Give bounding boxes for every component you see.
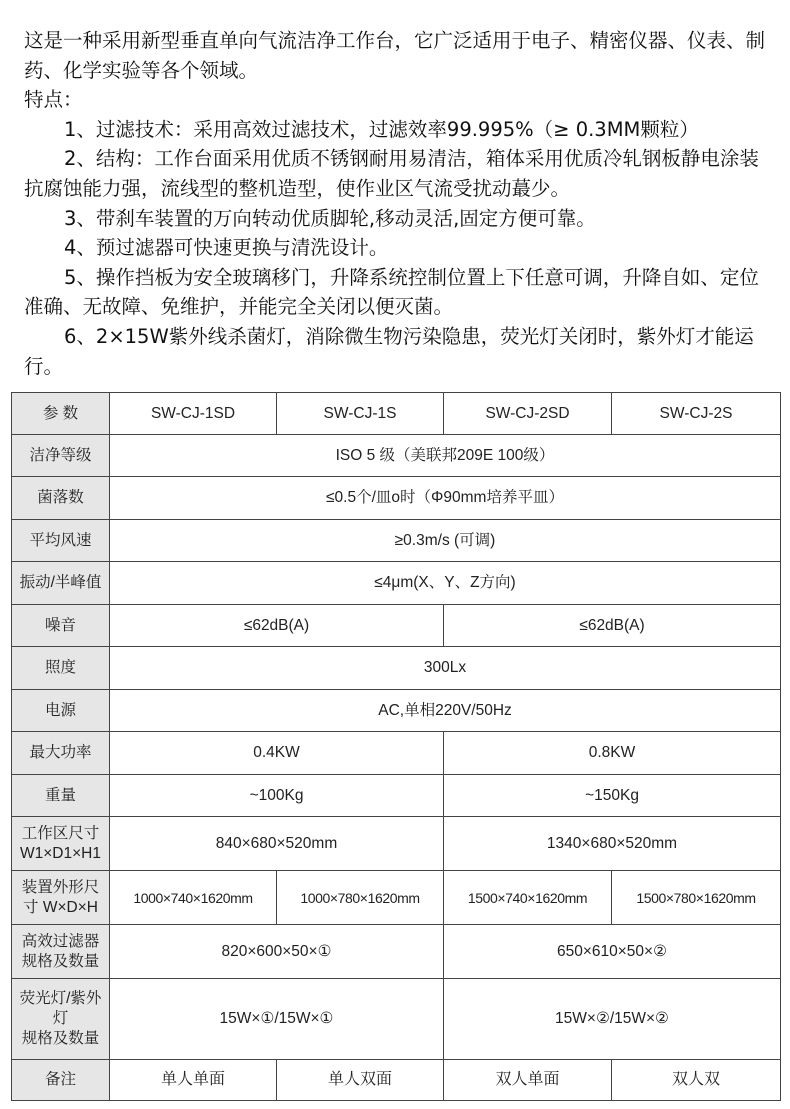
spec-table [11,392,781,1101]
row-label [12,979,110,1060]
cell-value: 1500×740×1620mm [444,871,612,925]
model-name: SW-CJ-1SD [110,393,277,435]
table-row [12,647,781,690]
row-label-line: 荧光灯/紫外 [19,990,102,1007]
row-label-line: 规格及数量 [21,1030,100,1047]
row-label-line: 高效过滤器 [21,932,100,950]
row-label: 振动/半峰值 [12,562,110,605]
model-name: SW-CJ-1S [277,393,444,435]
row-label [12,871,110,925]
cell-value: ≤62dB(A) [444,605,781,647]
cell-value: ≤4μm(X、Y、Z方向) [110,562,781,605]
row-label-line: 灯 [52,1010,69,1027]
row-label: 菌落数 [12,477,110,520]
table-row [12,871,781,925]
row-label: 电源 [12,690,110,732]
cell-value: 单人单面 [110,1060,277,1101]
intro-text [24,26,772,381]
row-label-line: 寸 W×D×H [23,898,98,916]
cell-value: 0.4KW [110,732,444,775]
table-row [12,775,781,817]
cell-value: 300Lx [110,647,781,690]
table-row [12,732,781,775]
table-row [12,477,781,520]
table-row [12,925,781,979]
model-name: SW-CJ-2S [612,393,781,435]
cell-value: ~100Kg [110,775,444,817]
table-row [12,979,781,1060]
cell-value: 650×610×50×② [444,925,781,979]
cell-value: ≥0.3m/s (可调) [110,520,781,562]
model-name: SW-CJ-2SD [444,393,612,435]
row-label [12,925,110,979]
table-row [12,520,781,562]
row-label: 照度 [12,647,110,690]
row-label: 备注 [12,1060,110,1101]
cell-value: 840×680×520mm [110,817,444,871]
table-row [12,435,781,477]
cell-value: 1000×780×1620mm [277,871,444,925]
cell-value: 0.8KW [444,732,781,775]
feature-item: 5、操作挡板为安全玻璃移门，升降系统控制位置上下任意可调，升降自如、定位准确、无故障、免维护，并能完全关闭以便灭菌。 [24,265,759,319]
row-label: 最大功率 [12,732,110,775]
features-title: 特点： [24,88,83,112]
feature-item: 4、预过滤器可快速更换与清洗设计。 [64,236,389,260]
cell-value: ≤0.5个/皿o时（Φ90mm培养平皿） [110,477,781,520]
table-row [12,1060,781,1101]
row-label-line: 工作区尺寸 [21,824,100,842]
row-label: 洁净等级 [12,435,110,477]
cell-value: 15W×②/15W×② [444,979,781,1060]
cell-value: ≤62dB(A) [110,605,444,647]
table-row [12,690,781,732]
cell-value: 820×600×50×① [110,925,444,979]
cell-value: 1340×680×520mm [444,817,781,871]
row-label-line: W1×D1×H1 [20,844,101,862]
cell-value: 1500×780×1620mm [612,871,781,925]
row-label-line: 规格及数量 [21,952,100,970]
product-description: 这是一种采用新型垂直单向气流洁净工作台，它广泛适用于电子、精密仪器、仪表、制药、化学实验等各个领域。 [24,29,766,82]
cell-value: ISO 5 级（美联邦209E 100级） [110,435,781,477]
cell-value: AC,单相220V/50Hz [110,690,781,732]
table-row [12,393,781,435]
header-label: 参 数 [12,393,110,435]
row-label: 重量 [12,775,110,817]
cell-value: 双人双 [612,1060,781,1101]
row-label: 平均风速 [12,520,110,562]
row-label-line: 装置外形尺 [21,878,100,896]
table-row [12,562,781,605]
cell-value: 15W×①/15W×① [110,979,444,1060]
feature-item: 6、2×15W紫外线杀菌灯，消除微生物污染隐患，荧光灯关闭时，紫外灯才能运行。 [24,324,754,378]
cell-value: 单人双面 [277,1060,444,1101]
table-row [12,605,781,647]
cell-value: 双人单面 [444,1060,612,1101]
feature-item: 3、带刹车装置的万向转动优质脚轮,移动灵活,固定方便可靠。 [64,206,596,230]
cell-value: ~150Kg [444,775,781,817]
feature-item: 1、过滤技术：采用高效过滤技术，过滤效率99.995%（≥ 0.3MM颗粒） [64,117,699,141]
table-row [12,817,781,871]
feature-item: 2、结构：工作台面采用优质不锈钢耐用易清洁，箱体采用优质冷轧钢板静电涂装抗腐蚀能力强，流线型的整机造型，使作业区气流受扰动蕞少。 [24,147,759,200]
row-label: 噪音 [12,605,110,647]
cell-value: 1000×740×1620mm [110,871,277,925]
row-label [12,817,110,871]
